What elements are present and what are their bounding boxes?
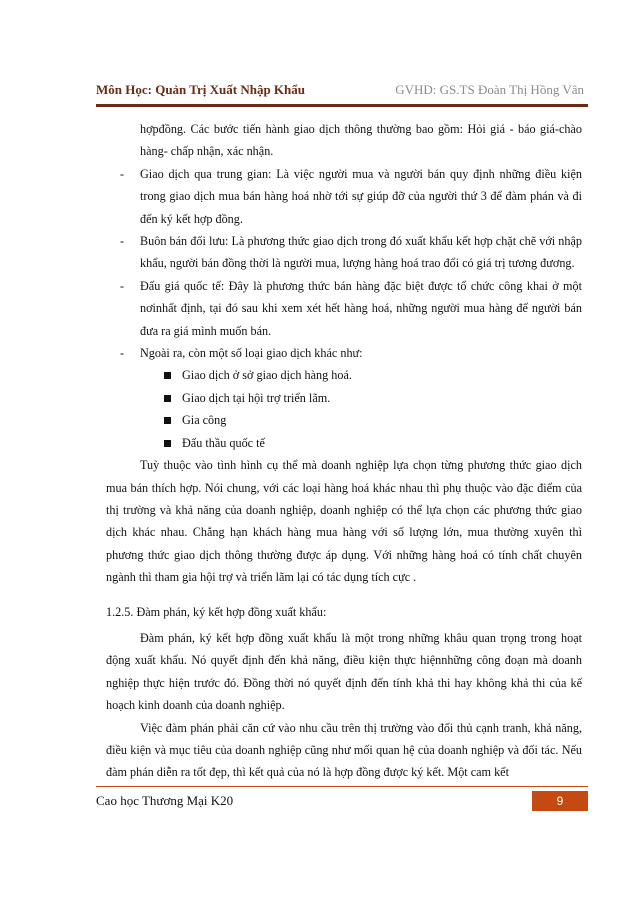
list-item-text: Buôn bán đối lưu: Là phương thức giao dịch trong đó xuất khẩu kết hợp chặt chẽ với nhập khẩu, người bán đồng thời là người mua, lượng hàng hoá trao đổi có giá trị tương đương. (140, 234, 582, 271)
sub-list-item-text: Giao dịch tại hội trợ triển lãm. (182, 390, 331, 405)
sub-list-item-text: Đấu thầu quốc tế (182, 435, 265, 450)
dash-bullet: - (120, 166, 125, 181)
page-header (96, 80, 588, 107)
list-item (106, 163, 582, 230)
paragraph: Việc đàm phán phải căn cứ vào nhu cầu trên thị trường vào đối thủ cạnh tranh, khả năng, điều kiện và mục tiêu của doanh nghiệp cũng như mối quan hệ của doanh nghiệp và đối tác. Nếu đàm phán diễn ra tốt đẹp, thì kết quả của nó là hợp đồng được ký kết. Một cam kết (106, 720, 582, 780)
dash-bullet: - (120, 278, 125, 293)
document-body (106, 118, 582, 784)
square-bullet-icon (164, 440, 171, 447)
square-bullet-icon (164, 395, 171, 402)
list-item-text: Giao dịch qua trung gian: Là việc người mua và người bán quy định những điều kiện trong giao dịch mua bán hàng hoá nhờ tới sự giúp đỡ của người thứ 3 để đàm phán và đi đến ký kết hợp đồng. (140, 166, 582, 226)
list-item (106, 342, 582, 364)
page-number: 9 (532, 791, 588, 811)
dash-bullet: - (120, 234, 125, 249)
list-item (106, 230, 582, 275)
section-heading: 1.2.5. Đàm phán, ký kết hợp đồng xuất khẩu: (106, 604, 327, 619)
header-instructor: GVHD: GS.TS Đoàn Thị Hồng Vân (395, 82, 584, 97)
sub-list-item (106, 364, 582, 386)
paragraph: Tuỳ thuộc vào tình hình cụ thể mà doanh nghiệp lựa chọn từng phương thức giao dịch mua bán thích hợp. Nói chung, với các loại hàng hoá khác nhau thì phụ thuộc vào đặc điểm của thị trường và khả năng của doanh nghiệp, doanh nghiệp có thể lựa chọn các phương thức giao dịch khác nhau. Chẳng hạn khách hàng mua hàng với số lượng lớn, mua thường xuyên thì phương thức giao dịch thông thường được áp dụng. Với những hàng hoá có tính chất chuyên ngành thì tham gia hội trợ và triển lãm lại có tác dụng tích cực . (106, 458, 582, 585)
header-course-title: Môn Học: Quản Trị Xuất Nhập Khẩu (96, 82, 306, 97)
continued-paragraph: hợpđồng. Các bước tiến hành giao dịch thông thường bao gồm: Hỏi giá - báo giá-chào hàng- chấp nhận, xác nhận. (140, 122, 582, 159)
square-bullet-icon (164, 372, 171, 379)
footer-label: Cao học Thương Mại K20 (96, 793, 234, 808)
list-item (106, 275, 582, 342)
sub-list-item-text: Giao dịch ở sở giao dịch hàng hoá. (182, 368, 352, 383)
sub-list-item (106, 432, 582, 454)
sub-list-item (106, 409, 582, 431)
sub-list-item-text: Gia công (182, 413, 227, 428)
list-item-text: Ngoài ra, còn một số loại giao dịch khác như: (140, 346, 363, 361)
list-item-text: Đấu giá quốc tế: Đây là phương thức bán hàng đặc biệt được tổ chức công khai ở một nơinhất định, tại đó sau khi xem xét hết hàng hoá, những người mua hàng để người bán đưa ra giá mình muốn bán. (140, 278, 582, 338)
paragraph: Đàm phán, ký kết hợp đồng xuất khẩu là một trong những khâu quan trọng trong hoạt động xuất khẩu. Nó quyết định đến khả năng, điều kiện thực hiệnnhững công đoạn mà doanh nghiệp thực hiện trước đó. Đồng thời nó quyết định đến tính khả thi hay không khả thi của kế hoạch kinh doanh của doanh nghiệp. (106, 630, 582, 713)
sub-list-item (106, 387, 582, 409)
dash-bullet: - (120, 346, 125, 361)
page-footer (96, 786, 588, 815)
square-bullet-icon (164, 417, 171, 424)
